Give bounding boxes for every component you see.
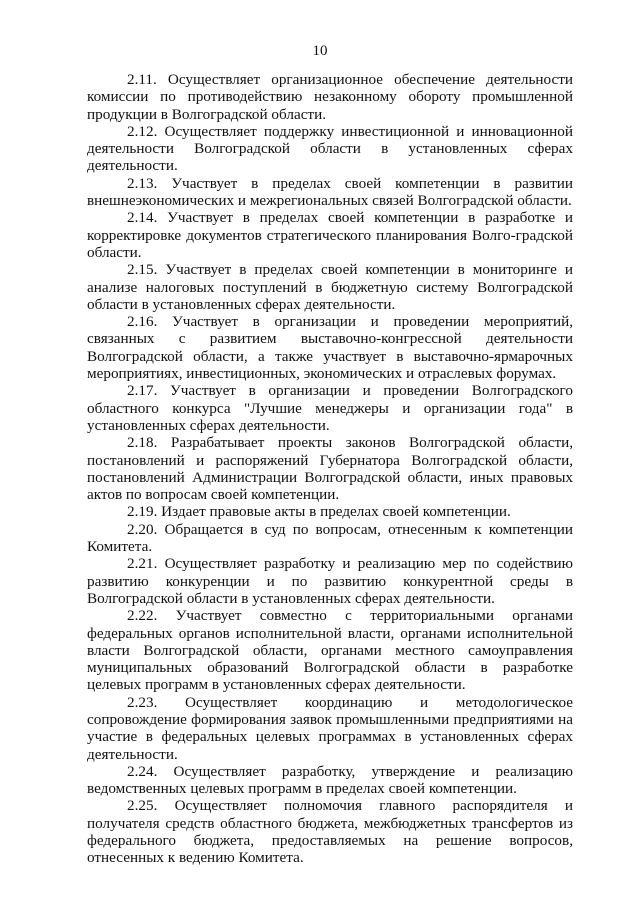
paragraph-text: Осуществляет полномочия главного распорядителя и получателя средств областного бюджета, межбюджетных трансфертов из федерального бюджета, предоставляемых на решение вопросов, отнесенных к ведению Комитета.	[87, 797, 574, 867]
paragraph-text: Участвует в пределах своей компетенции в развитии внешнеэкономических и межрегиональных связей Волгоградской области.	[87, 174, 573, 210]
paragraph-text: Обращается в суд по вопросам, отнесенным к компетенции Комитета.	[87, 520, 574, 556]
paragraph-text: Участвует в организации и проведении мероприятий, связанных с развитием выставочно-конгрессной деятельности Волгоградской области, а также участвует в выставочно-ярмарочных мероприятиях, инвестиционных, экономических и отраслевых форумах.	[87, 313, 574, 383]
paragraph-2-18	[87, 434, 573, 503]
document-body	[87, 71, 573, 867]
paragraph-text: Участвует в пределах своей компетенции в мониторинге и анализе налоговых поступлений в бюджетную систему Волгоградской области в установленных сферах деятельности.	[87, 261, 573, 313]
paragraph-number: 2.11.	[127, 71, 157, 88]
paragraph-text: Осуществляет поддержку инвестиционной и инновационной деятельности Волгоградской области в установленных сферах деятельности.	[87, 122, 574, 175]
paragraph-text: Участвует в организации и проведении Волгоградского областного конкурса "Лучшие менеджеры и организации года" в установленных сферах деятельности.	[87, 382, 573, 434]
paragraph-2-11	[87, 71, 573, 123]
paragraph-number: 2.21.	[127, 555, 158, 573]
paragraph-number: 2.19.	[127, 503, 158, 521]
paragraph-2-15	[87, 261, 573, 313]
paragraph-2-23	[87, 694, 573, 763]
paragraph-2-13	[87, 175, 573, 210]
paragraph-number: 2.20.	[127, 520, 158, 538]
paragraph-text: Осуществляет координацию и методологическое сопровождение формирования заявок промышленными предприятиями на участие в федеральных целевых программах в установленных сферах деятельности.	[87, 693, 573, 763]
paragraph-number: 2.22.	[127, 607, 158, 625]
paragraph-text: Осуществляет разработку и реализацию мер по содействию развитию конкуренции и по развитию конкурентной среды в Волгоградской области в установленных сферах деятельности.	[87, 555, 573, 607]
paragraph-2-16	[87, 313, 573, 382]
paragraph-text: Разрабатывает проекты законов Волгоградской области, постановлений и распоряжений Губернатора Волгоградской области, постановлений Администрации Волгоградской области, иных правовых актов по вопросам своей компетенции.	[87, 434, 574, 504]
page-number: 10	[312, 43, 328, 59]
paragraph-number: 2.16.	[127, 313, 158, 331]
paragraph-2-24	[87, 763, 573, 798]
paragraph-text: Осуществляет разработку, утверждение и реализацию ведомственных целевых программ в пределах своей компетенции.	[87, 762, 573, 798]
paragraph-number: 2.23.	[127, 693, 158, 711]
paragraph-number: 2.25.	[127, 797, 158, 815]
paragraph-number: 2.14.	[127, 209, 158, 227]
paragraph-text: Участвует совместно с территориальными органами федеральных органов исполнительной власти, органами исполнительной власти Волгоградской области, органами местного самоуправления муниципальных образований Волгоградской области в разработке целевых программ в установленных сферах деятельности.	[87, 607, 573, 694]
paragraph-number: 2.17.	[127, 382, 158, 400]
paragraph-2-17	[87, 382, 573, 434]
paragraph-text: Участвует в пределах своей компетенции в разработке и корректировке документов стратегического планирования Волго-градской области.	[87, 209, 574, 261]
paragraph-2-19	[87, 503, 573, 520]
paragraph-2-12	[87, 123, 573, 175]
paragraph-2-21	[87, 555, 573, 607]
paragraph-2-14	[87, 209, 573, 261]
paragraph-text: Издает правовые акты в пределах своей компетенции.	[161, 503, 511, 521]
paragraph-2-20	[87, 521, 573, 556]
paragraph-number: 2.24.	[127, 762, 158, 780]
paragraph-2-25	[87, 797, 573, 866]
paragraph-number: 2.15.	[127, 261, 158, 279]
paragraph-2-22	[87, 607, 573, 693]
paragraph-number: 2.12.	[127, 122, 158, 140]
paragraph-number: 2.18.	[127, 434, 158, 452]
paragraph-number: 2.13.	[127, 174, 158, 192]
paragraph-text: Осуществляет организационное обеспечение деятельности комиссии по противодействию незаконному обороту промышленной продукции в Волгоградской области.	[87, 71, 574, 123]
